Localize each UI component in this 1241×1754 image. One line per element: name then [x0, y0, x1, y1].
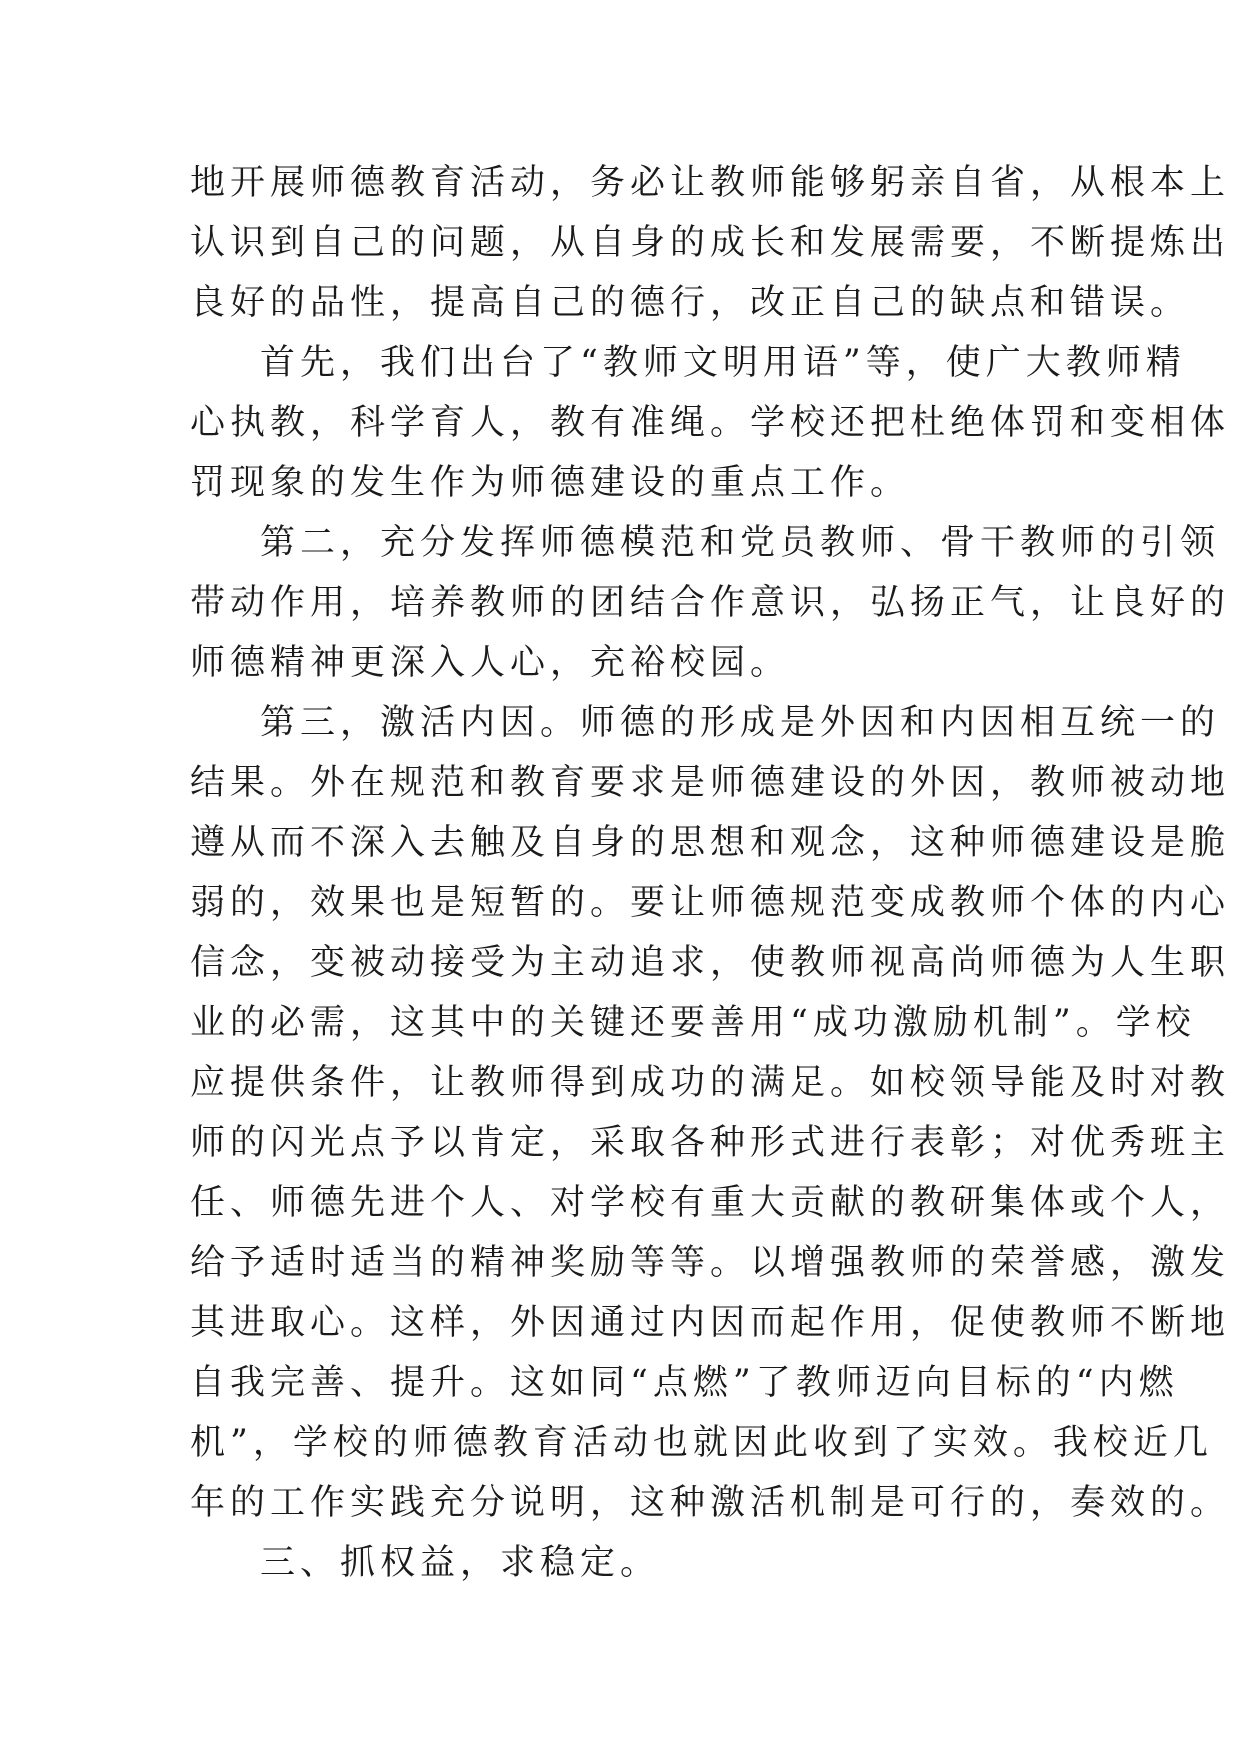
- text-line: 弱的，效果也是短暂的。要让师德规范变成教师个体的内心: [190, 883, 1231, 923]
- text-line: 结果。外在规范和教育要求是师德建设的外因，教师被动地: [190, 763, 1231, 803]
- text-line: 地开展师德教育活动，务必让教师能够躬亲自省，从根本上: [190, 163, 1231, 203]
- text-line: 自我完善、提升。这如同“点燃”了教师迈向目标的“内燃: [190, 1363, 1179, 1403]
- paragraph-first-line: 第三，激活内因。师德的形成是外因和内因相互统一的: [260, 703, 1221, 743]
- text-line: 心执教，科学育人，教有准绳。学校还把杜绝体罚和变相体: [190, 403, 1231, 443]
- text-line: 师的闪光点予以肯定，采取各种形式进行表彰；对优秀班主: [190, 1123, 1231, 1163]
- section-heading: 三、抓权益，求稳定。: [260, 1543, 661, 1583]
- text-line: 年的工作实践充分说明，这种激活机制是可行的，奏效的。: [190, 1483, 1231, 1523]
- text-line: 信念，变被动接受为主动追求，使教师视高尚师德为人生职: [190, 943, 1231, 983]
- text-line: 机”，学校的师德教育活动也就因此收到了实效。我校近几: [190, 1423, 1213, 1463]
- text-line: 良好的品性，提高自己的德行，改正自己的缺点和错误。: [190, 283, 1191, 323]
- paragraph-first-line: 第二，充分发挥师德模范和党员教师、骨干教师的引领: [260, 523, 1221, 563]
- document-body: [190, 153, 1231, 1593]
- text-line: 遵从而不深入去触及自身的思想和观念，这种师德建设是脆: [190, 823, 1231, 863]
- text-line: 给予适时适当的精神奖励等等。以增强教师的荣誉感，激发: [190, 1243, 1231, 1283]
- text-line: 带动作用，培养教师的团结合作意识，弘扬正气，让良好的: [190, 583, 1231, 623]
- text-line: 业的必需，这其中的关键还要善用“成功激励机制”。学校: [190, 1003, 1196, 1043]
- text-line: 应提供条件，让教师得到成功的满足。如校领导能及时对教: [190, 1063, 1231, 1103]
- text-line: 师德精神更深入人心，充裕校园。: [190, 643, 791, 683]
- text-line: 其进取心。这样，外因通过内因而起作用，促使教师不断地: [190, 1303, 1231, 1343]
- text-line: 任、师德先进个人、对学校有重大贡献的教研集体或个人，: [190, 1183, 1231, 1223]
- paragraph-first-line: 首先，我们出台了“教师文明用语”等，使广大教师精: [260, 343, 1186, 383]
- text-line: 认识到自己的问题，从自身的成长和发展需要，不断提炼出: [190, 223, 1231, 263]
- text-line: 罚现象的发生作为师德建设的重点工作。: [190, 463, 911, 503]
